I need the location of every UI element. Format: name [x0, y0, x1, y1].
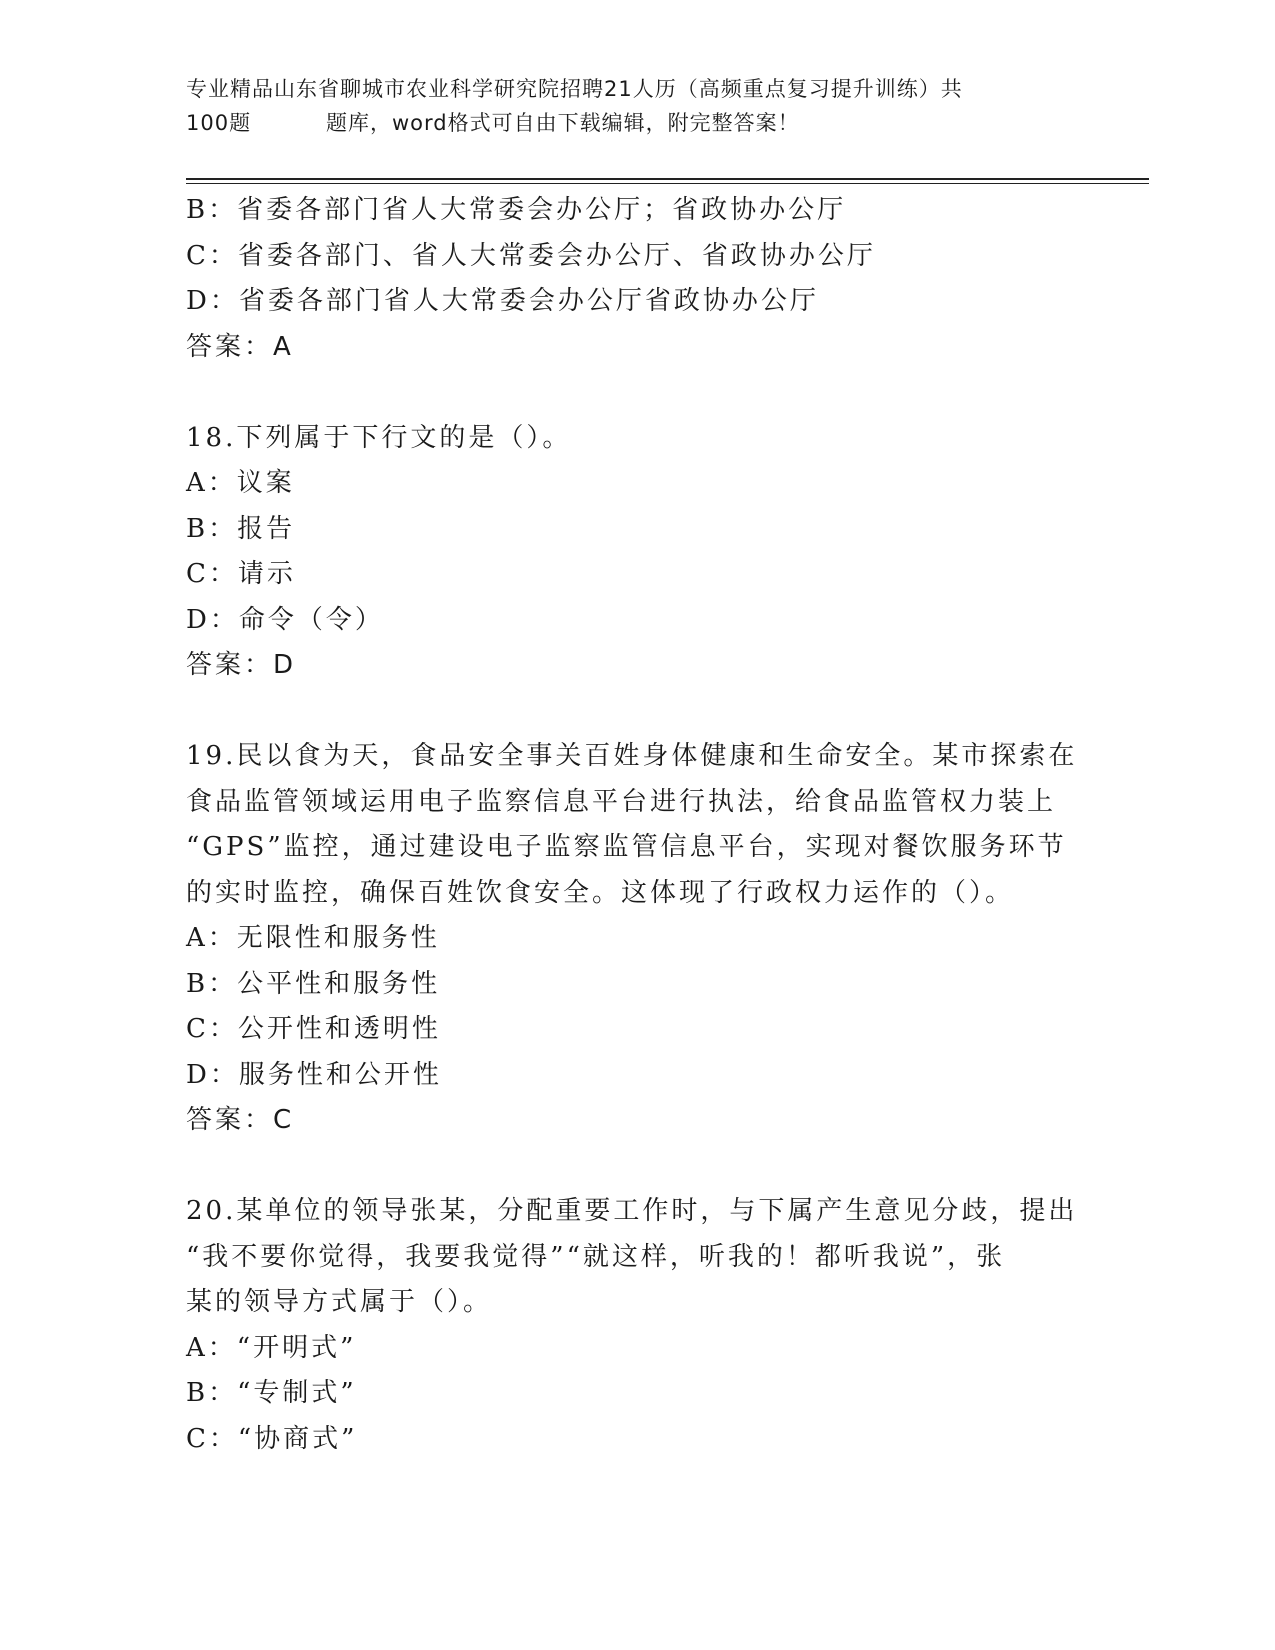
question-stem-line: 20.某单位的领导张某，分配重要工作时，与下属产生意见分歧，提出: [186, 1196, 1078, 1226]
answer: 答案：A: [186, 331, 294, 362]
option-c: C：“协商式”: [186, 1423, 358, 1454]
question-stem-line: 某的领导方式属于（）。: [186, 1287, 493, 1317]
option-a: A：无限性和服务性: [186, 923, 440, 953]
question-stem-line: 的实时监控，确保百姓饮食安全。这体现了行政权力运作的（）。: [186, 877, 1015, 908]
option-c: C：请示: [186, 559, 296, 589]
option-d: D：省委各部门省人大常委会办公厅省政协办公厅: [186, 286, 819, 316]
answer: 答案：C: [186, 1105, 295, 1135]
option-c: C：公开性和透明性: [186, 1014, 441, 1044]
header-description: 题库，word格式可自由下载编辑，附完整答案！: [326, 111, 800, 135]
header-divider-thick: [186, 178, 1149, 180]
document-header: [186, 72, 1086, 140]
spacer: [186, 689, 1086, 735]
header-title-line2: [186, 106, 1086, 140]
option-c: C：省委各部门、省人大常委会办公厅、省政协办公厅: [186, 240, 876, 271]
header-title-line1: 专业精品山东省聊城市农业科学研究院招聘21人历（高频重点复习提升训练）共: [186, 77, 963, 101]
question-17: [186, 188, 1086, 370]
option-b: B：报告: [186, 513, 296, 544]
question-stem-line: “我不要你觉得，我要我觉得”“就这样，听我的！都听我说”，张: [186, 1241, 1006, 1272]
option-a: A：议案: [186, 468, 295, 498]
question-content: [186, 188, 1086, 1462]
spacer: [186, 1144, 1086, 1190]
header-question-count: 100题: [186, 111, 252, 135]
question-stem-line: “GPS”监控，通过建设电子监察监管信息平台，实现对餐饮服务环节: [186, 832, 1067, 862]
option-b: B：公平性和服务性: [186, 968, 441, 999]
spacer: [186, 370, 1086, 416]
question-stem: 18.下列属于下行文的是（）。: [186, 422, 572, 453]
option-b: B：省委各部门省人大常委会办公厅；省政协办公厅: [186, 195, 847, 225]
question-20: [186, 1189, 1086, 1462]
question-19: [186, 734, 1086, 1144]
question-18: [186, 416, 1086, 689]
header-divider-thin: [186, 183, 1149, 184]
option-d: D：服务性和公开性: [186, 1059, 442, 1090]
option-a: A：“开明式”: [186, 1332, 357, 1363]
question-stem-line: 19.民以食为天，食品安全事关百姓身体健康和生命安全。某市探索在: [186, 741, 1078, 771]
answer: 答案：D: [186, 650, 297, 680]
option-b: B：“专制式”: [186, 1378, 357, 1408]
question-stem-line: 食品监管领域运用电子监察信息平台进行执法，给食品监管权力装上: [186, 786, 1057, 817]
option-d: D：命令（令）: [186, 604, 384, 635]
